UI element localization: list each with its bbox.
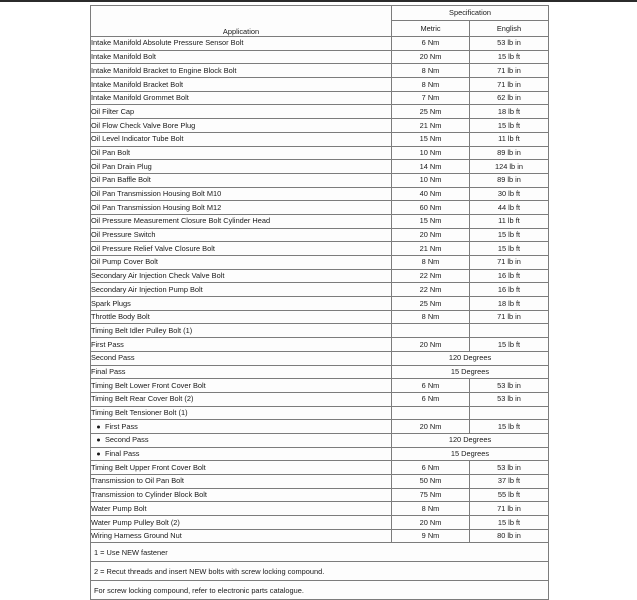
table-row (91, 256, 549, 270)
cell-application (91, 119, 392, 133)
cell-english-value: 11 lb ft (470, 132, 549, 146)
cell-specification-merged: 15 Degrees (392, 447, 549, 461)
column-header-metric: Metric (392, 21, 470, 37)
bullet-icon (97, 425, 100, 428)
application-label: Oil Level Indicator Tube Bolt (91, 134, 184, 144)
application-label: Oil Pan Drain Plug (91, 161, 152, 171)
cell-metric-value: 10 Nm (392, 173, 470, 187)
application-label: Water Pump Pulley Bolt (2) (91, 517, 180, 527)
cell-application (91, 242, 392, 256)
table-row (91, 433, 549, 447)
application-label: Water Pump Bolt (91, 503, 147, 513)
header-row-primary (91, 6, 549, 21)
cell-metric-value: 8 Nm (392, 256, 470, 270)
application-label: Spark Plugs (91, 298, 131, 308)
cell-application (91, 310, 392, 324)
cell-application (91, 173, 392, 187)
table-row (91, 324, 549, 338)
cell-application (91, 324, 392, 338)
cell-metric-value: 6 Nm (392, 37, 470, 51)
cell-english-value: 15 lb ft (470, 50, 549, 64)
cell-metric-value: 9 Nm (392, 529, 470, 543)
cell-application (91, 78, 392, 92)
footnote-text: 2 = Recut threads and insert NEW bolts with screw locking compound. (91, 562, 549, 581)
cell-application (91, 269, 392, 283)
application-label: Oil Pressure Measurement Closure Bolt Cylinder Head (91, 216, 271, 226)
cell-english-value: 16 lb ft (470, 283, 549, 297)
cell-metric-value: 75 Nm (392, 488, 470, 502)
cell-specification-merged: 120 Degrees (392, 351, 549, 365)
cell-english-value: 15 lb ft (470, 228, 549, 242)
cell-application (91, 406, 392, 420)
table-row (91, 338, 549, 352)
application-label: Intake Manifold Absolute Pressure Sensor Bolt (91, 38, 244, 48)
application-label: Second Pass (105, 435, 149, 445)
cell-metric-value: 20 Nm (392, 420, 470, 434)
cell-english-value: 55 lb ft (470, 488, 549, 502)
fastener-tightening-specifications-table (90, 5, 549, 600)
cell-metric-value: 15 Nm (392, 214, 470, 228)
table-row (91, 228, 549, 242)
cell-english-value: 71 lb in (470, 78, 549, 92)
application-label: Final Pass (105, 449, 140, 459)
table-row (91, 365, 549, 379)
cell-metric-value: 20 Nm (392, 50, 470, 64)
cell-application (91, 160, 392, 174)
application-label: Oil Filter Cap (91, 106, 135, 116)
bullet-icon (97, 452, 100, 455)
table-header (91, 6, 549, 37)
cell-application (91, 297, 392, 311)
table-row (91, 78, 549, 92)
table-row (91, 201, 549, 215)
table-row (91, 242, 549, 256)
table-row (91, 447, 549, 461)
application-label: Oil Pan Transmission Housing Bolt M10 (91, 189, 222, 199)
cell-english-value: 37 lb ft (470, 475, 549, 489)
footnote-row (91, 543, 549, 562)
cell-application (91, 283, 392, 297)
table-row (91, 475, 549, 489)
application-label: Timing Belt Upper Front Cover Bolt (91, 462, 206, 472)
table-body (91, 37, 549, 600)
cell-application (91, 228, 392, 242)
footnote-text: For screw locking compound, refer to electronic parts catalogue. (91, 581, 549, 600)
cell-english-value: 15 lb ft (470, 242, 549, 256)
cell-application (91, 50, 392, 64)
cell-english-value: 11 lb ft (470, 214, 549, 228)
application-label: Secondary Air Injection Check Valve Bolt (91, 271, 225, 281)
application-label: Intake Manifold Bolt (91, 52, 156, 62)
cell-application (91, 365, 392, 379)
application-label: Intake Manifold Grommet Bolt (91, 93, 189, 103)
table-row (91, 529, 549, 543)
cell-application (91, 338, 392, 352)
cell-application (91, 516, 392, 530)
footnote-row (91, 562, 549, 581)
application-label: Oil Pan Transmission Housing Bolt M12 (91, 202, 222, 212)
cell-metric-value (392, 406, 470, 420)
cell-metric-value: 15 Nm (392, 132, 470, 146)
table-row (91, 37, 549, 51)
application-label: Final Pass (91, 366, 126, 376)
table-row (91, 146, 549, 160)
table-row (91, 351, 549, 365)
cell-application (91, 379, 392, 393)
table-row (91, 214, 549, 228)
cell-application (91, 105, 392, 119)
cell-application (91, 37, 392, 51)
application-label: Second Pass (91, 353, 135, 363)
cell-metric-value: 6 Nm (392, 379, 470, 393)
application-label: Timing Belt Tensioner Bolt (1) (91, 408, 188, 418)
page-top-rule (0, 0, 637, 2)
table-row (91, 160, 549, 174)
cell-english-value: 89 lb in (470, 173, 549, 187)
cell-metric-value: 8 Nm (392, 502, 470, 516)
table-row (91, 461, 549, 475)
table-row (91, 173, 549, 187)
table-row (91, 105, 549, 119)
column-header-english: English (470, 21, 549, 37)
footnote-row (91, 581, 549, 600)
application-label: Transmission to Oil Pan Bolt (91, 476, 184, 486)
cell-application (91, 475, 392, 489)
cell-application (91, 256, 392, 270)
cell-metric-value: 7 Nm (392, 91, 470, 105)
application-label: Timing Belt Lower Front Cover Bolt (91, 380, 206, 390)
table-row (91, 379, 549, 393)
cell-metric-value: 20 Nm (392, 516, 470, 530)
table-row (91, 420, 549, 434)
table-row (91, 488, 549, 502)
cell-metric-value: 22 Nm (392, 283, 470, 297)
cell-english-value: 71 lb in (470, 64, 549, 78)
application-label: Oil Pressure Relief Valve Closure Bolt (91, 243, 215, 253)
application-label: Timing Belt Rear Cover Bolt (2) (91, 394, 194, 404)
cell-metric-value: 8 Nm (392, 78, 470, 92)
table-row (91, 269, 549, 283)
fastener-spec-table-container (90, 5, 548, 600)
cell-english-value (470, 406, 549, 420)
cell-application (91, 132, 392, 146)
cell-english-value: 71 lb in (470, 310, 549, 324)
cell-english-value (470, 324, 549, 338)
application-label: Oil Pan Baffle Bolt (91, 175, 151, 185)
application-label: Oil Pressure Switch (91, 230, 156, 240)
cell-english-value: 44 lb ft (470, 201, 549, 215)
cell-english-value: 71 lb in (470, 502, 549, 516)
application-label: Throttle Body Bolt (91, 312, 150, 322)
cell-application (91, 447, 392, 461)
cell-english-value: 18 lb ft (470, 297, 549, 311)
cell-metric-value: 21 Nm (392, 119, 470, 133)
cell-application (91, 420, 392, 434)
table-row (91, 119, 549, 133)
cell-english-value: 80 lb in (470, 529, 549, 543)
cell-metric-value: 50 Nm (392, 475, 470, 489)
cell-application (91, 91, 392, 105)
cell-english-value: 71 lb in (470, 256, 549, 270)
table-row (91, 91, 549, 105)
table-row (91, 516, 549, 530)
table-row (91, 64, 549, 78)
cell-english-value: 53 lb in (470, 461, 549, 475)
cell-metric-value: 60 Nm (392, 201, 470, 215)
cell-specification-merged: 15 Degrees (392, 365, 549, 379)
cell-english-value: 15 lb ft (470, 338, 549, 352)
cell-metric-value: 8 Nm (392, 310, 470, 324)
cell-metric-value: 21 Nm (392, 242, 470, 256)
application-label: Secondary Air Injection Pump Bolt (91, 284, 203, 294)
cell-application (91, 187, 392, 201)
application-label: Intake Manifold Bracket to Engine Block Bolt (91, 65, 237, 75)
cell-metric-value: 6 Nm (392, 392, 470, 406)
cell-application (91, 201, 392, 215)
cell-application (91, 461, 392, 475)
cell-application (91, 392, 392, 406)
cell-english-value: 15 lb ft (470, 119, 549, 133)
cell-metric-value: 14 Nm (392, 160, 470, 174)
cell-metric-value: 20 Nm (392, 338, 470, 352)
cell-english-value: 16 lb ft (470, 269, 549, 283)
cell-english-value: 124 lb in (470, 160, 549, 174)
column-header-specification: Specification (392, 6, 549, 21)
cell-english-value: 15 lb ft (470, 516, 549, 530)
table-row (91, 132, 549, 146)
application-label: Wiring Harness Ground Nut (91, 531, 182, 541)
cell-metric-value: 10 Nm (392, 146, 470, 160)
application-label: Oil Flow Check Valve Bore Plug (91, 120, 196, 130)
cell-english-value: 62 lb in (470, 91, 549, 105)
cell-application (91, 529, 392, 543)
table-row (91, 187, 549, 201)
table-row (91, 310, 549, 324)
cell-application (91, 351, 392, 365)
cell-english-value: 53 lb in (470, 37, 549, 51)
cell-english-value: 15 lb ft (470, 420, 549, 434)
cell-application (91, 502, 392, 516)
cell-application (91, 488, 392, 502)
cell-metric-value: 8 Nm (392, 64, 470, 78)
table-row (91, 297, 549, 311)
application-label: First Pass (105, 421, 138, 431)
cell-application (91, 433, 392, 447)
application-label: First Pass (91, 339, 124, 349)
application-label: Oil Pump Cover Bolt (91, 257, 158, 267)
cell-english-value: 18 lb ft (470, 105, 549, 119)
cell-metric-value: 22 Nm (392, 269, 470, 283)
application-label: Intake Manifold Bracket Bolt (91, 79, 184, 89)
column-header-application: Application (91, 6, 392, 37)
cell-metric-value: 40 Nm (392, 187, 470, 201)
application-label: Timing Belt Idler Pulley Bolt (1) (91, 325, 193, 335)
table-row (91, 502, 549, 516)
cell-application (91, 214, 392, 228)
cell-metric-value: 20 Nm (392, 228, 470, 242)
cell-metric-value: 25 Nm (392, 105, 470, 119)
cell-english-value: 30 lb ft (470, 187, 549, 201)
cell-english-value: 53 lb in (470, 379, 549, 393)
cell-metric-value: 6 Nm (392, 461, 470, 475)
cell-metric-value (392, 324, 470, 338)
cell-specification-merged: 120 Degrees (392, 433, 549, 447)
table-row (91, 50, 549, 64)
table-row (91, 406, 549, 420)
application-label: Oil Pan Bolt (91, 147, 131, 157)
cell-application (91, 146, 392, 160)
table-row (91, 392, 549, 406)
cell-application (91, 64, 392, 78)
cell-english-value: 89 lb in (470, 146, 549, 160)
bullet-icon (97, 439, 100, 442)
application-label: Transmission to Cylinder Block Bolt (91, 490, 207, 500)
cell-english-value: 53 lb in (470, 392, 549, 406)
table-row (91, 283, 549, 297)
cell-metric-value: 25 Nm (392, 297, 470, 311)
footnote-text: 1 = Use NEW fastener (91, 543, 549, 562)
